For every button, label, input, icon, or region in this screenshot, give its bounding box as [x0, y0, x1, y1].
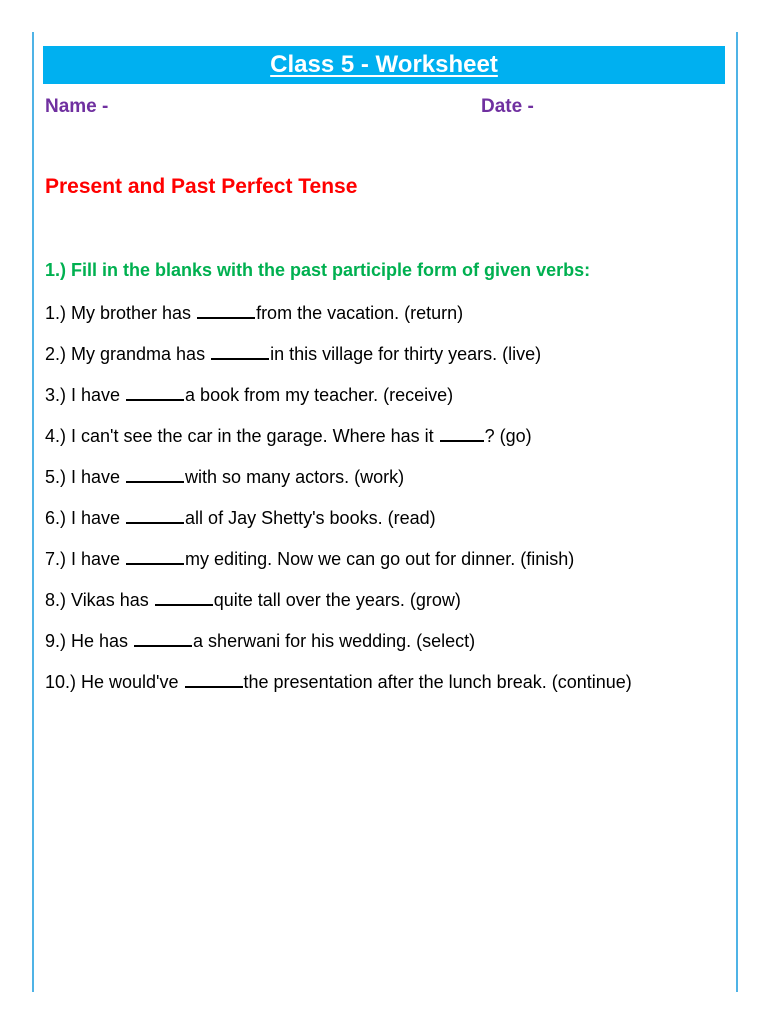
- answer-blank: [185, 670, 243, 688]
- answer-blank: [126, 506, 184, 524]
- question-item: [45, 629, 685, 670]
- name-label: Name -: [45, 96, 109, 117]
- answer-blank: [155, 588, 213, 606]
- question-text-before: 2.) My grandma has: [45, 344, 211, 364]
- question-item: [45, 301, 685, 342]
- question-text-before: 1.) My brother has: [45, 303, 197, 323]
- answer-blank: [440, 424, 484, 442]
- question-text-after: with so many actors. (work): [185, 467, 405, 487]
- answer-blank: [211, 342, 269, 360]
- question-text-before: 8.) Vikas has: [45, 590, 154, 610]
- question-text-before: 7.) I have: [45, 549, 126, 569]
- worksheet-title: Class 5 - Worksheet: [270, 51, 498, 78]
- question-text-before: 4.) I can't see the car in the garage. Where has it: [45, 426, 439, 446]
- question-item: [45, 506, 685, 547]
- question-text-after: ? (go): [484, 426, 532, 446]
- question-text-after: quite tall over the years. (grow): [213, 590, 461, 610]
- question-text-before: 10.) He would've: [45, 672, 184, 692]
- question-item: [45, 465, 685, 506]
- question-text-before: 3.) I have: [45, 385, 126, 405]
- exercise-instruction: 1.) Fill in the blanks with the past participle form of given verbs:: [45, 260, 591, 280]
- topic-heading: Present and Past Perfect Tense: [45, 175, 358, 198]
- question-item: [45, 424, 685, 465]
- question-text-before: 9.) He has: [45, 631, 134, 651]
- title-bar: [43, 46, 725, 84]
- question-text-after: a book from my teacher. (receive): [185, 385, 454, 405]
- question-item: [45, 670, 685, 694]
- right-margin-rule: [736, 32, 738, 992]
- answer-blank: [126, 547, 184, 565]
- question-text-before: 6.) I have: [45, 508, 126, 528]
- date-label: Date -: [481, 96, 534, 117]
- question-text-after: from the vacation. (return): [256, 303, 464, 323]
- question-text-after: a sherwani for his wedding. (select): [193, 631, 476, 651]
- question-text-after: all of Jay Shetty's books. (read): [185, 508, 436, 528]
- question-text-after: the presentation after the lunch break. (continue): [243, 672, 632, 692]
- question-list: [45, 301, 685, 694]
- question-text-after: my editing. Now we can go out for dinner. (finish): [185, 549, 575, 569]
- question-item: [45, 383, 685, 424]
- answer-blank: [126, 465, 184, 483]
- question-item: [45, 588, 685, 629]
- question-item: [45, 547, 685, 588]
- answer-blank: [197, 301, 255, 319]
- answer-blank: [126, 383, 184, 401]
- left-margin-rule: [32, 32, 34, 992]
- answer-blank: [134, 629, 192, 647]
- question-text-after: in this village for thirty years. (live): [270, 344, 542, 364]
- question-text-before: 5.) I have: [45, 467, 126, 487]
- question-item: [45, 342, 685, 383]
